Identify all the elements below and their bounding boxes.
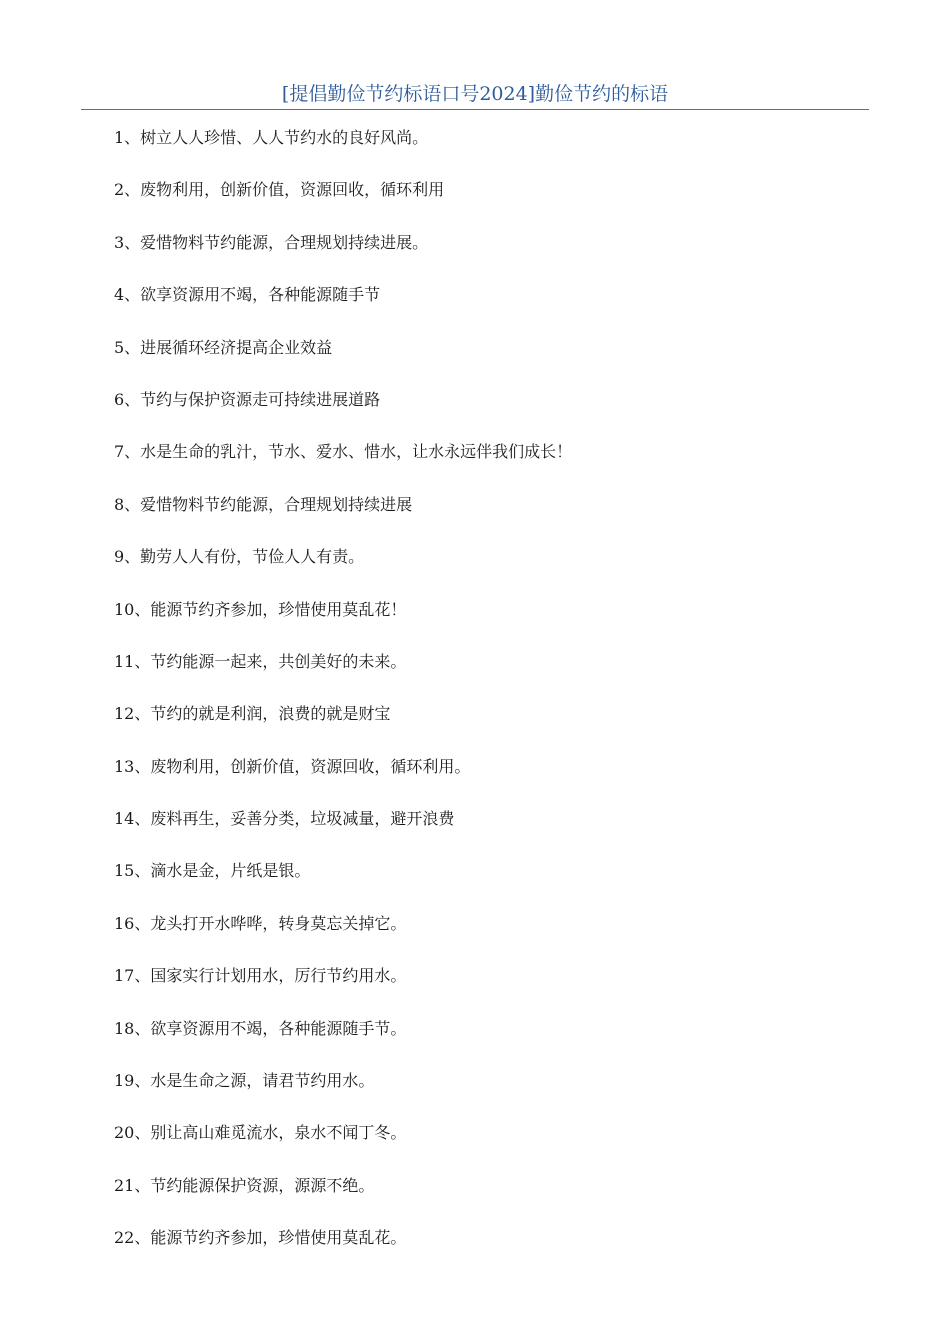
- list-item: 16、龙头打开水哗哗，转身莫忘关掉它。: [114, 913, 407, 933]
- list-item: 3、爱惜物料节约能源，合理规划持续进展。: [114, 232, 429, 252]
- list-item: 11、节约能源一起来，共创美好的未来。: [114, 651, 407, 671]
- list-item: 22、能源节约齐参加，珍惜使用莫乱花。: [114, 1228, 407, 1248]
- list-item: 15、滴水是金，片纸是银。: [114, 861, 311, 881]
- list-item: 20、别让高山难觅流水，泉水不闻丁冬。: [114, 1123, 407, 1143]
- list-item: 5、进展循环经济提高企业效益: [114, 337, 333, 357]
- list-item: 9、勤劳人人有份，节俭人人有责。: [114, 547, 365, 567]
- list-item: 19、水是生命之源，请君节约用水。: [114, 1071, 375, 1091]
- list-item: 17、国家实行计划用水，厉行节约用水。: [114, 966, 407, 986]
- list-item: 12、节约的就是利润，浪费的就是财宝: [114, 704, 391, 724]
- list-item: 10、能源节约齐参加，珍惜使用莫乱花！: [114, 599, 407, 619]
- list-item: 6、节约与保护资源走可持续进展道路: [114, 389, 381, 409]
- list-item: 18、欲享资源用不竭，各种能源随手节。: [114, 1018, 407, 1038]
- list-item: 4、欲享资源用不竭，各种能源随手节: [114, 285, 381, 305]
- list-item: 21、节约能源保护资源，源源不绝。: [114, 1175, 375, 1195]
- list-item: 13、废物利用，创新价值，资源回收，循环利用。: [114, 756, 471, 776]
- page-title: [提倡勤俭节约标语口号2024]勤俭节约的标语: [281, 83, 669, 105]
- list-item: 14、废料再生，妥善分类，垃圾减量，避开浪费: [114, 809, 455, 829]
- list-item: 8、爱惜物料节约能源，合理规划持续进展: [114, 494, 413, 514]
- title-divider: [81, 109, 869, 110]
- list-item: 7、水是生命的乳汁，节水、爱水、惜水，让水永远伴我们成长！: [114, 442, 573, 462]
- slogan-list: [114, 124, 854, 1277]
- list-item: 1、树立人人珍惜、人人节约水的良好风尚。: [114, 128, 429, 147]
- list-item: 2、废物利用，创新价值，资源回收，循环利用: [114, 180, 445, 200]
